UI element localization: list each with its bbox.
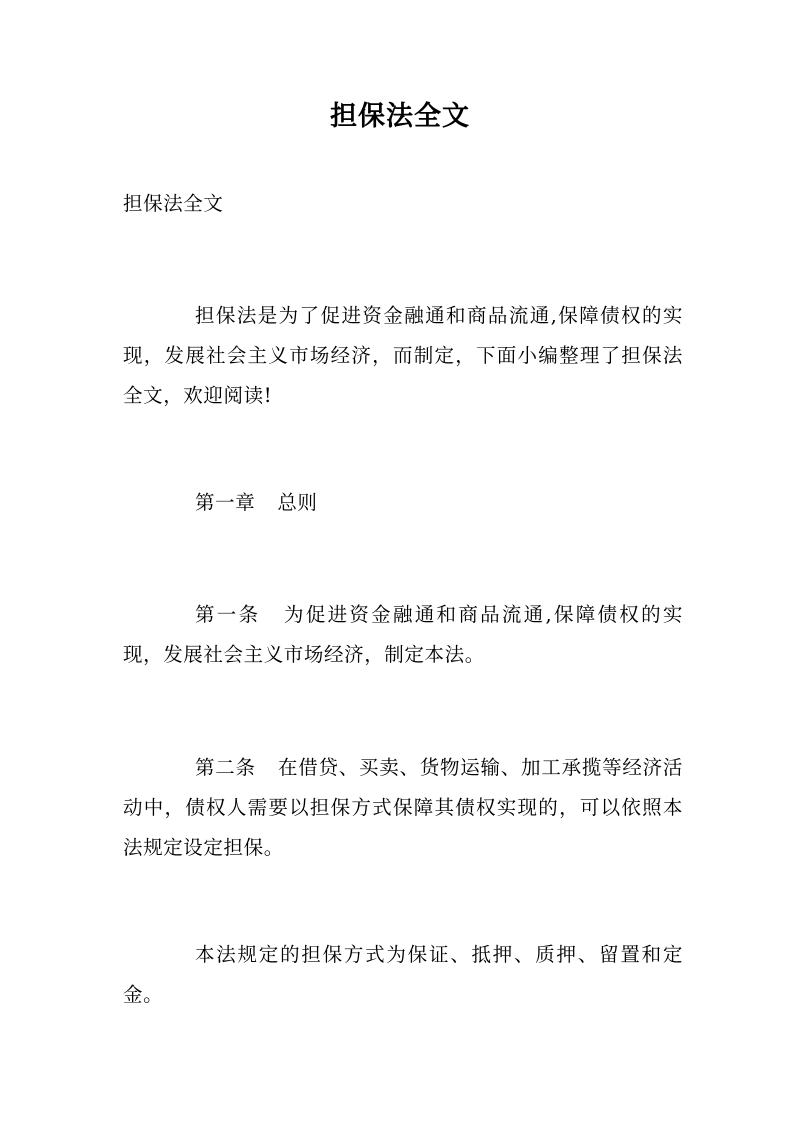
- article-number: 第一条: [195, 603, 261, 626]
- article-continuation-paragraph: 本法规定的担保方式为保证、抵押、质押、留置和定金。: [123, 943, 683, 1006]
- document-subtitle: 担保法全文: [123, 192, 224, 215]
- article-paragraph: [123, 595, 683, 675]
- article-paragraph: [123, 748, 683, 868]
- article-number: 第二条: [195, 756, 256, 779]
- intro-paragraph: 担保法是为了促进资金融通和商品流通,保障债权的实现，发展社会主义市场经济，而制定，下面小编整理了担保法全文，欢迎阅读!: [123, 304, 683, 407]
- chapter-number: 第一章: [195, 491, 256, 514]
- article-text: 为促进资金融通和商品流通,保障债权的实现，发展社会主义市场经济，制定本法。: [123, 603, 683, 666]
- chapter-heading: [123, 483, 683, 523]
- document-title: 担保法全文: [330, 101, 470, 132]
- chapter-name: 总则: [277, 491, 318, 514]
- article-text: 在借贷、买卖、货物运输、加工承揽等经济活动中，债权人需要以担保方式保障其债权实现的，可以依照本法规定设定担保。: [123, 756, 683, 859]
